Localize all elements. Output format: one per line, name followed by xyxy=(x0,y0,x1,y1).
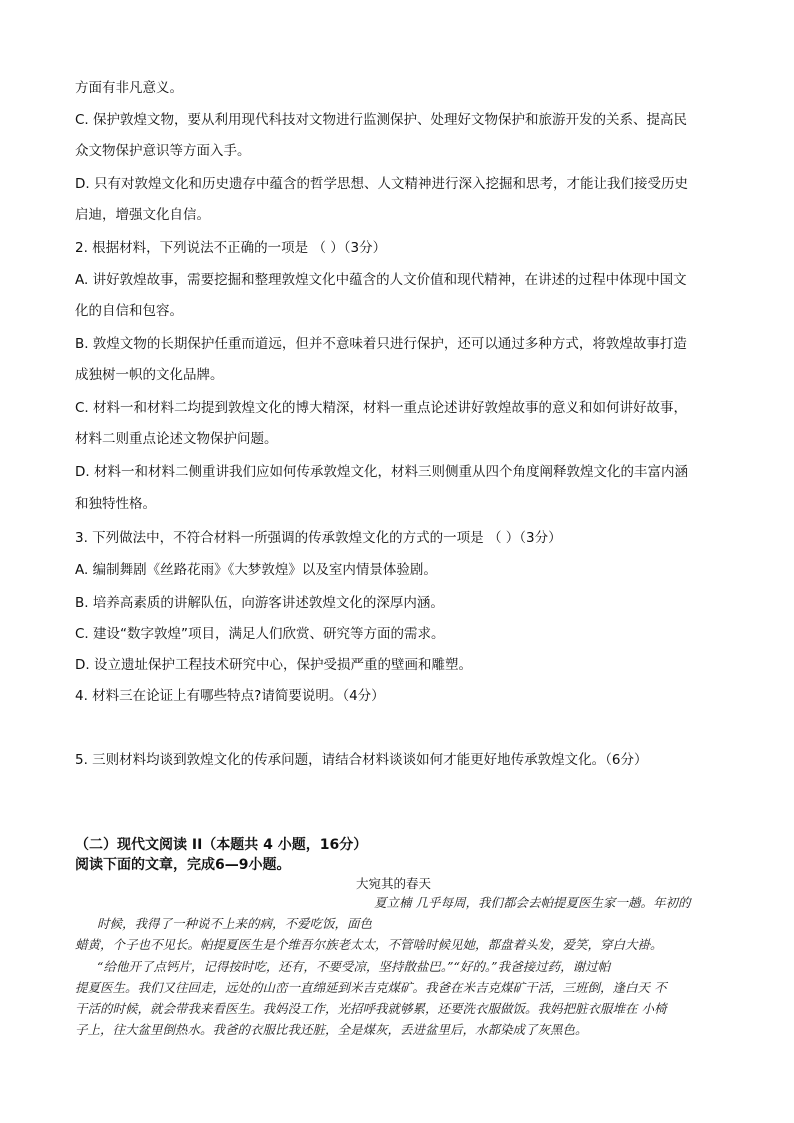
q1-option-d-line1: D. 只有对敦煌文化和历史遗存中蕴含的哲学思想、人文精神进行深入挖掘和思考，才能让我们接受历史 xyxy=(75,176,688,192)
q3-option-a: A. 编制舞剧《丝路花雨》《大梦敦煌》以及室内情景体验剧。 xyxy=(75,562,437,578)
q4-stem: 4. 材料三在论证上有哪些特点?请简要说明。（4分） xyxy=(75,688,385,704)
q5-stem: 5. 三则材料均谈到敦煌文化的传承问题，请结合材料谈谈如何才能更好地传承敦煌文化。（6分） xyxy=(75,752,648,768)
q2-option-c-line1: C. 材料一和材料二均提到敦煌文化的博大精深，材料一重点论述讲好敦煌故事的意义和如何讲好故事， xyxy=(75,400,688,416)
story-paragraph-1-line2: 蜡黄，个子也不见长。帕提夏医生是个维吾尔族老太太，不管啥时候见她，都盘着头发，爱笑，穿白大褂。 xyxy=(75,937,663,952)
story-paragraph-2-line1: “给他开了点钙片，记得按时吃，还有，不要受凉，坚持散盐巴。”“好的。”我爸接过药，谢过帕 xyxy=(97,959,611,974)
q2-option-c-line2: 材料二则重点论述文物保护问题。 xyxy=(75,431,278,447)
story-title: 大宛其的春天 xyxy=(356,876,432,891)
q2-option-a-line1: A. 讲好敦煌故事，需要挖掘和整理敦煌文化中蕴含的人文价值和现代精神，在讲述的过程中体现中国文 xyxy=(75,272,687,288)
q2-option-d-line1: D. 材料一和材料二侧重讲我们应如何传承敦煌文化，材料三则侧重从四个角度阐释敦煌文化的丰富内涵 xyxy=(75,464,688,480)
q3-option-c: C. 建设“数字敦煌”项目，满足人们欣赏、研究等方面的需求。 xyxy=(75,626,445,642)
q2-stem: 2. 根据材料，下列说法不正确的一项是 （ ）（3分） xyxy=(75,240,387,256)
story-paragraph-1-line1: 时候，我得了一种说不上来的病，不爱吃饭，面色 xyxy=(97,916,373,931)
q1-option-c-line2: 众文物保护意识等方面入手。 xyxy=(75,143,251,159)
q2-option-a-line2: 化的自信和包容。 xyxy=(75,303,183,319)
q2-option-b-line2: 成独树一帜的文化品牌。 xyxy=(75,367,224,383)
story-author-line: 夏立楠 几乎每周，我们都会去帕提夏医生家一趟。年初的 xyxy=(374,895,691,910)
story-paragraph-2-line4: 子上，往大盆里倒热水。我爸的衣服比我还脏，全是煤灰，丢进盆里后，水都染成了灰黑色。 xyxy=(75,1022,588,1037)
q1-option-b-end: 方面有非凡意义。 xyxy=(75,80,183,96)
section-instruction: 阅读下面的文章，完成6—9小题。 xyxy=(75,857,291,873)
q3-option-b: B. 培养高素质的讲解队伍，向游客讲述敦煌文化的深厚内涵。 xyxy=(75,595,444,611)
q3-option-d: D. 设立遗址保护工程技术研究中心，保护受损严重的壁画和雕塑。 xyxy=(75,657,472,673)
q3-stem: 3. 下列做法中，不符合材料一所强调的传承敦煌文化的方式的一项是 （ ）（3分） xyxy=(75,530,562,546)
q1-option-c-line1: C. 保护敦煌文物，要从利用现代科技对文物进行监测保护、处理好文物保护和旅游开发的关系、提高民 xyxy=(75,112,688,128)
section-heading: （二）现代文阅读 II（本题共 4 小题，16分） xyxy=(75,837,368,853)
q1-option-d-line2: 启迪，增强文化自信。 xyxy=(75,207,210,223)
story-paragraph-2-line2: 提夏医生。我们又往回走，远处的山峦一直绵延到米吉克煤矿。我爸在米吉克煤矿干活，三班倒，逢白天 不 xyxy=(75,980,667,995)
q2-option-d-line2: 和独特性格。 xyxy=(75,496,156,512)
story-paragraph-2-line3: 干活的时候，就会带我来看医生。我妈没工作，光招呼我就够累，还要洗衣服做饭。我妈把脏衣服堆在 小椅 xyxy=(75,1001,667,1016)
q2-option-b-line1: B. 敦煌文物的长期保护任重而道远，但并不意味着只进行保护，还可以通过多种方式，将敦煌故事打造 xyxy=(75,336,687,352)
